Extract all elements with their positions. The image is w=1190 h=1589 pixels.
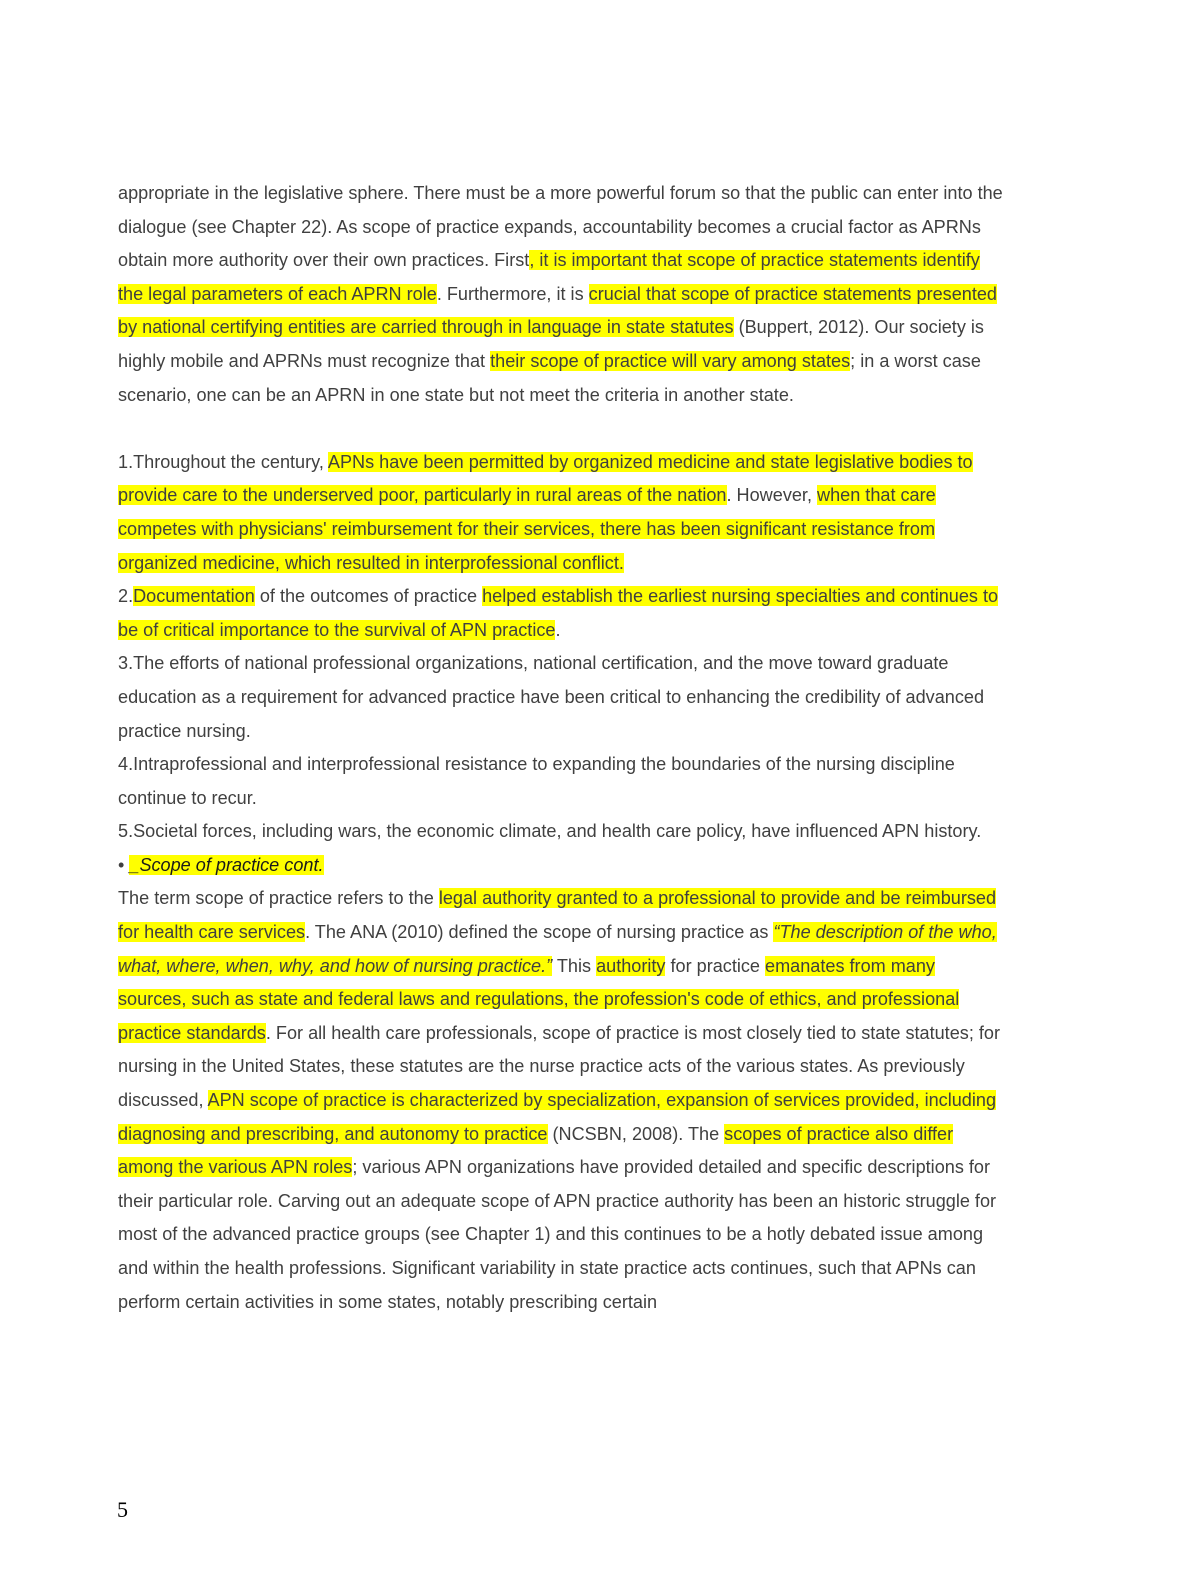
list-item-1	[118, 446, 1008, 580]
document-body	[118, 177, 1008, 1319]
text-run: (Buppert, 2012). Our society is highly mobile and APRNs must recognize that	[118, 317, 984, 371]
text-run: 3.The efforts of national professional organizations, national certification, and the move toward graduate education as a requirement for advanced practice have been critical to enhancing the credibility of advanced practice nursing.	[118, 653, 985, 741]
text-run: . The ANA (2010) defined the scope of nursing practice as	[305, 922, 774, 943]
text-run: The term scope of practice refers to the	[118, 888, 439, 909]
list-item-5	[118, 815, 1008, 849]
highlighted-text: , it is important that scope of practice statements identify the legal parameters of each APRN role	[118, 250, 980, 304]
text-run: ; various APN organizations have provided detailed and specific descriptions for their particular role. Carving out an adequate scope of APN practice authority has been an historic struggle for most of the advanced practice groups (see Chapter 1) and this continues to be a hotly debated issue among and within the health professions. Significant variability in state practice acts continues, such that APNs can perform certain activities in some states, notably prescribing certain	[118, 1157, 997, 1312]
text-run: 4.Intraprofessional and interprofessional resistance to expanding the boundaries of the nursing discipline continue to recur.	[118, 754, 955, 808]
highlighted-text: crucial that scope of practice statements presented by national certifying entities are carried through in language in state statutes	[118, 283, 997, 338]
list-item-3	[118, 647, 1008, 748]
text-run: . For all health care professionals, scope of practice is most closely tied to state statutes; for nursing in the United States, these statutes are the nurse practice acts of the various states. As previously discussed,	[118, 1022, 1000, 1111]
highlighted-text: Documentation	[133, 586, 255, 607]
highlighted-text: APN scope of practice is characterized by specialization, expansion of services provided, including diagnosing and prescribing, and autonomy to practice	[118, 1090, 997, 1144]
highlighted-text: emanates from many sources, such as state and federal laws and regulations, the profession's code of ethics, and professional practice standards	[118, 955, 960, 1043]
highlighted-text: scopes of practice also differ among the various APN roles	[118, 1123, 954, 1178]
text-run: 2.	[118, 586, 134, 607]
bullet-heading-scope-of-practice	[118, 849, 1008, 883]
list-item-4	[118, 748, 1008, 815]
paragraph-gap	[118, 412, 1008, 446]
highlighted-text: when that care competes with physicians' reimbursement for their services, there has been significant resistance from organized medicine, which resulted in interprofessional conflict.	[118, 485, 936, 573]
list-item-2	[118, 580, 1008, 647]
text-run: 5.Societal forces, including wars, the economic climate, and health care policy, have influenced APN history.	[118, 821, 982, 842]
paragraph-scope-definition	[118, 882, 1008, 1319]
highlighted-text: authority	[596, 955, 666, 976]
text-run: This	[552, 955, 597, 976]
highlighted-text: APNs have been permitted by organized medicine and state legislative bodies to provide care to the underserved poor, particularly in rural areas of the nation	[118, 451, 973, 506]
text-run: of the outcomes of practice	[254, 586, 483, 607]
text-run: . Furthermore, it is	[436, 283, 589, 304]
highlighted-text: legal authority granted to a professional to provide and be reimbursed for health care services	[118, 888, 997, 943]
text-run: .	[555, 619, 561, 640]
text-run: for practice	[665, 955, 766, 976]
page-number: 5	[117, 1497, 128, 1522]
text-run: appropriate in the legislative sphere. There must be a more powerful forum so that the public can enter into the dialogue (see Chapter 22). As scope of practice expands, accountability becomes a crucial factor as APRNs obtain more authority over their own practices. First	[118, 183, 1003, 271]
text-run: •	[118, 854, 130, 875]
highlighted-text: _Scope of practice cont.	[129, 854, 324, 875]
text-run: (NCSBN, 2008). The	[547, 1123, 725, 1144]
text-run: . However,	[726, 485, 818, 506]
highlighted-text: their scope of practice will vary among states	[490, 350, 851, 371]
text-run: 1.Throughout the century,	[118, 451, 328, 472]
highlighted-text: helped establish the earliest nursing specialties and continues to be of critical importance to the survival of APN practice	[118, 586, 999, 640]
paragraph-scope-accountability	[118, 177, 1008, 412]
text-run: ; in a worst case scenario, one can be an APRN in one state but not meet the criteria in another state.	[118, 350, 981, 405]
highlighted-text: “The description of the who, what, where, when, why, and how of nursing practice.”	[118, 922, 997, 976]
